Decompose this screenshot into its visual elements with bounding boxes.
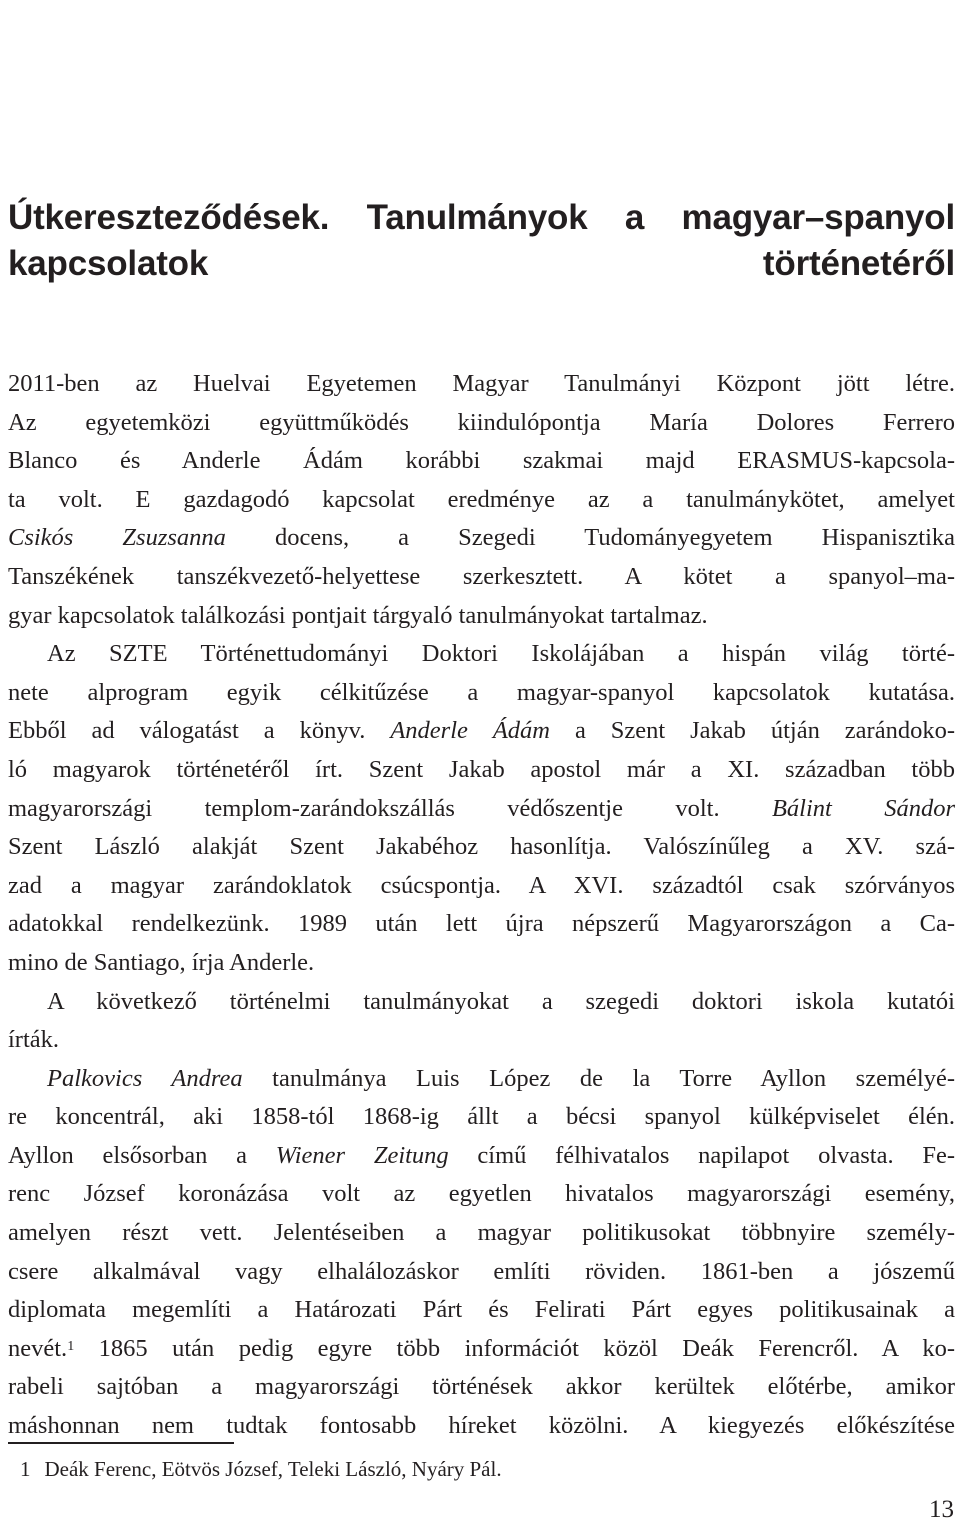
text-line: diplomata megemlíti a Határozati Párt és Felirati Párt egyes politikusainak a [8,1296,955,1324]
author-name: Palkovics Andrea [47,1064,243,1092]
text-line: adatokkal rendelkezünk. 1989 után lett újra népszerű Magyarországon a Ca- [8,910,955,938]
author-name: Anderle Ádám [390,717,550,745]
text-line: amelyen részt vett. Jelentéseiben a magyar politikusokat többnyire személy- [8,1219,955,1247]
text-line: Palkovics Andrea tanulmánya Luis López de la Torre Ayllon személyé- [47,1064,955,1092]
title-line-1: Útkereszteződések. Tanulmányok a magyar–spanyol [8,198,955,237]
text-line: A következő történelmi tanulmányokat a szegedi doktori iskola kutatói [47,987,955,1015]
text-line: Ebből ad válogatást a könyv. Anderle Ádám a Szent Jakab útján zarándoko- [8,717,955,745]
body-text [8,365,955,1446]
author-name: Bálint Sándor [771,794,955,822]
footnote-divider [8,1442,234,1444]
text-line: ló magyarok történetéről írt. Szent Jakab apostol már a XI. században több [8,755,955,783]
text-line: mino de Santiago, írja Anderle. [8,948,315,976]
text-line: Szent László alakját Szent Jakabéhoz hasonlítja. Valószínűleg a XV. szá- [8,833,955,861]
text-line: Ayllon elsősorban a Wiener Zeitung című félhivatalos napilapot olvasta. Fe- [8,1141,955,1169]
text-line: nete alprogram egyik célkitűzése a magyar-spanyol kapcsolatok kutatása. [8,678,955,706]
text-line: 2011-ben az Huelvai Egyetemen Magyar Tanulmányi Központ jött létre. [8,370,955,397]
text-line: nevét.$^1$ 1865 után pedig egyre több információt közöl Deák Ferencről. A ko- [8,1334,955,1362]
text-line: ta volt. E gazdagodó kapcsolat eredménye az a tanulmánykötet, amelyet [8,485,955,513]
text-line: Tanszékének tanszékvezető-helyettese szerkesztett. A kötet a spanyol–ma- [8,562,955,590]
footnote-number: 1 [20,1457,31,1481]
text-line: renc József koronázása volt az egyetlen hivatalos magyarországi esemény, [8,1180,955,1208]
text-line: re koncentrál, aki 1858-tól 1868-ig állt a bécsi spanyol külképviselet élén. [8,1103,955,1131]
text-line: csere alkalmával vagy elhalálozáskor említi röviden. 1861-ben a jószemű [8,1257,955,1285]
text-line: Blanco és Anderle Ádám korábbi szakmai majd ERASMUS-kapcsola- [8,447,955,475]
title-line-2: kapcsolatok történetéről [8,244,955,283]
newspaper-name: Wiener Zeitung [275,1141,449,1169]
footnote-reference[interactable]: 1 [67,1338,75,1354]
text-line: magyarországi templom-zarándokszállás védőszentje volt. Bálint Sándor [8,794,955,822]
text-line: zad a magyar zarándoklatok csúcspontja. A XVI. századtól csak szórványos [8,871,955,899]
footnote [20,1455,502,1483]
text-line: Az egyetemközi együttműködés kiindulópontja María Dolores Ferrero [8,408,955,436]
author-name: Csikós Zsuzsanna [8,524,226,552]
text-line: máshonnan nem tudtak fontosabb híreket közölni. A kiegyezés előkészítése [8,1412,955,1440]
chapter-title [8,195,955,287]
footnote-text: Deák Ferenc, Eötvös József, Teleki László, Nyáry Pál. [44,1457,502,1481]
text-line: Az SZTE Történettudományi Doktori Iskolájában a hispán világ törté- [47,640,955,668]
text-line: Csikós Zsuzsanna docens, a Szegedi Tudományegyetem Hispanisztika [8,524,955,552]
text-line: rabeli sajtóban a magyarországi történések akkor kerültek előtérbe, amikor [8,1373,955,1401]
text-line: írták. [8,1026,60,1054]
text-line: gyar kapcsolatok találkozási pontjait tárgyaló tanulmányokat tartalmaz. [8,601,708,629]
page-number: 13 [929,1496,954,1523]
